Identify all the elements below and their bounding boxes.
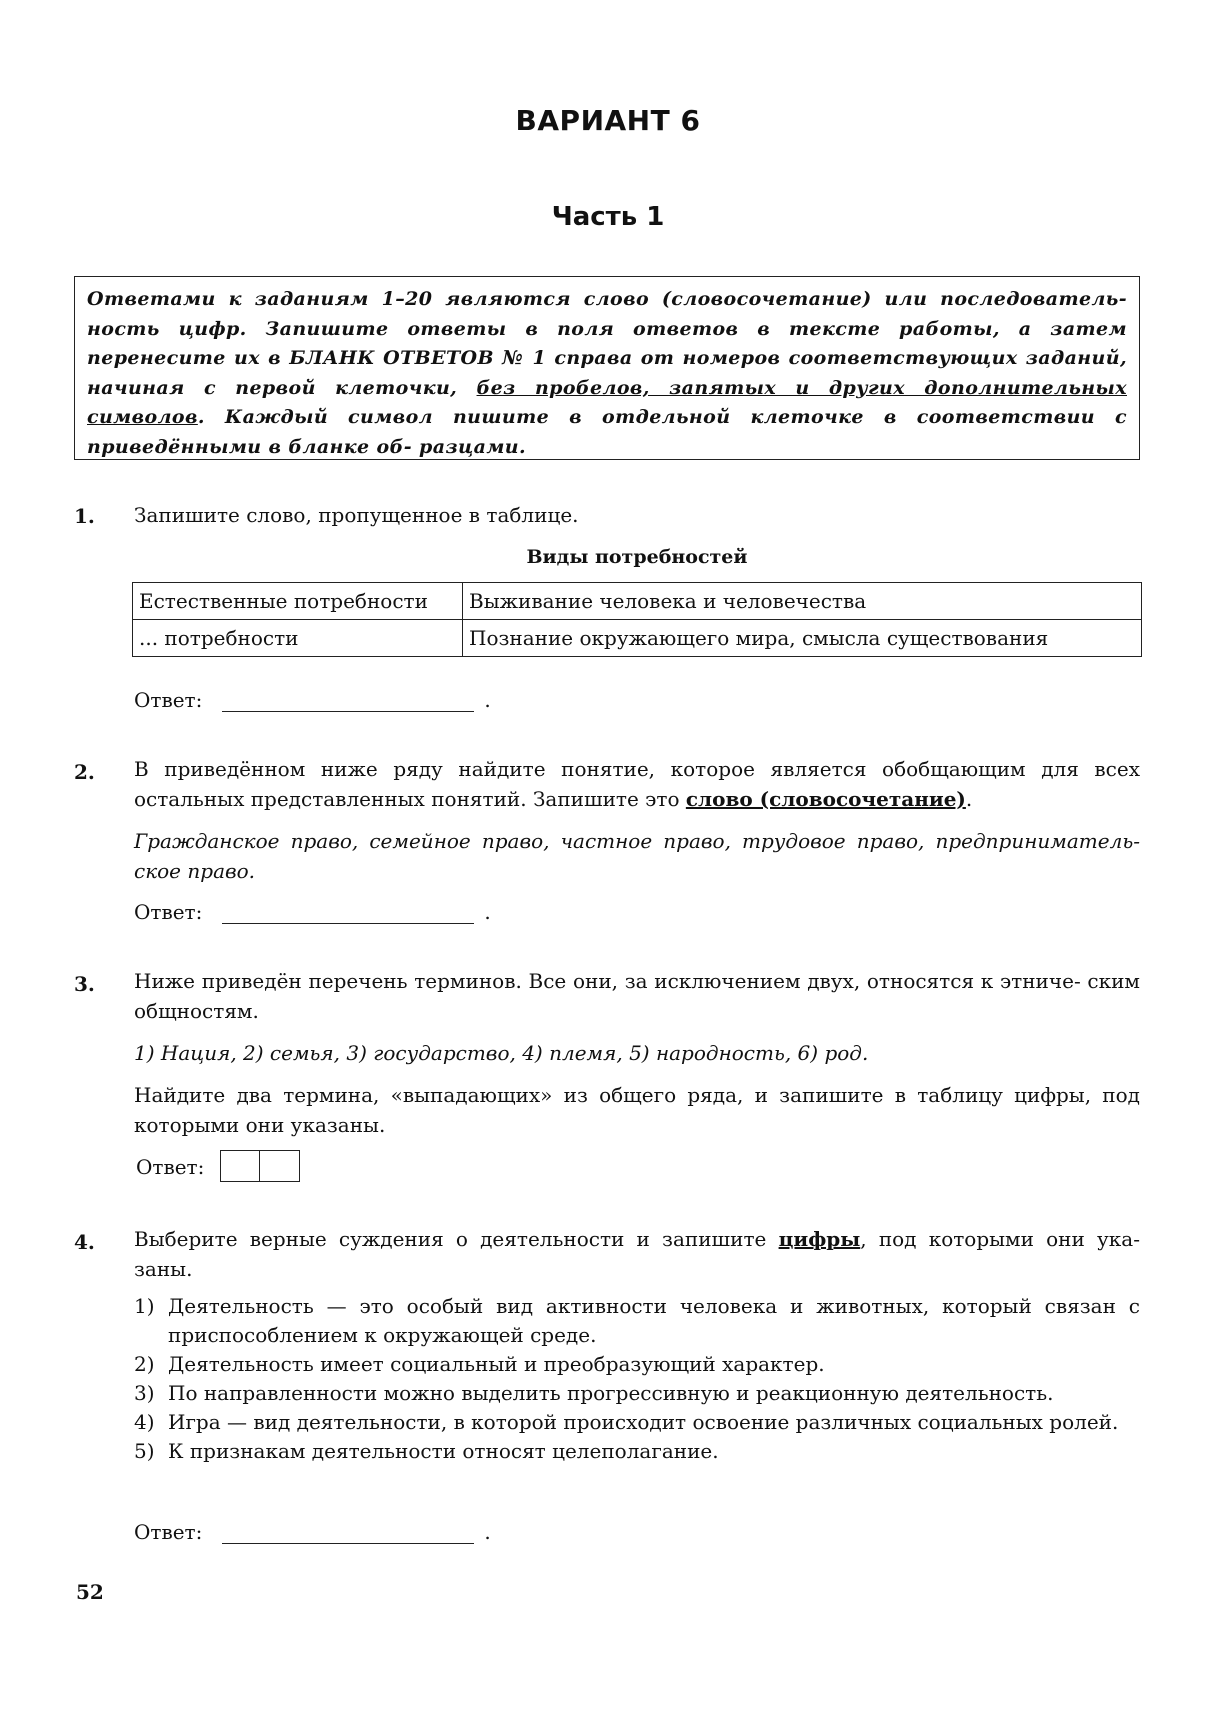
option-number: 4) <box>134 1410 155 1434</box>
question-3-text-2: Найдите два термина, «выпадающих» из общего ряда, и запишите в таблицу цифры, под которыми они указаны. <box>134 1083 1140 1137</box>
table-cell: Познание окружающего мира, смысла существования <box>463 620 1142 657</box>
answer-dot: . <box>484 900 491 924</box>
needs-table <box>132 582 1142 657</box>
question-2-text-underlined: слово (словосочетание) <box>685 787 966 811</box>
question-4-text-a: Выберите верные суждения о деятельности и запишите <box>134 1227 779 1251</box>
question-2-number: 2. <box>74 760 95 784</box>
option-text: К признакам деятельности относят целеполагание. <box>168 1439 719 1463</box>
question-3-text: Ниже приведён перечень терминов. Все они, за исключением двух, относятся к этниче- ским общностям. <box>134 969 1140 1023</box>
question-1-number: 1. <box>74 504 95 528</box>
variant-title: ВАРИАНТ 6 <box>515 104 701 137</box>
list-item <box>134 1350 1140 1379</box>
table-row <box>133 583 1142 620</box>
instructions-text-2: . Каждый символ пишите в отдельной клеточке в соответствии с приведёнными в бланке об- разцами. <box>87 406 1127 458</box>
list-item <box>134 1408 1140 1437</box>
list-item <box>134 1379 1140 1408</box>
answer-cells <box>220 1150 300 1187</box>
list-item <box>134 1292 1140 1350</box>
answer-label: Ответ: <box>134 1520 203 1544</box>
question-4-text-b: , под которыми они ука- заны. <box>134 1227 1140 1281</box>
answer-label: Ответ: <box>134 900 203 924</box>
part-title: Часть 1 <box>551 202 665 232</box>
instructions-text-1: Ответами к заданиям 1–20 являются слово (словосочетание) или последователь- ность цифр. Запишите ответы в поля ответов в тексте работы, а затем перенесите их в БЛАНК ОТВЕТОВ № 1 справа от номеров соответствующих заданий, начиная с первой клеточки, <box>87 288 1127 399</box>
question-3-list: 1) Нация, 2) семья, 3) государство, 4) племя, 5) народность, 6) род. <box>134 1041 869 1065</box>
table-cell: ... потребности <box>133 620 463 657</box>
answer-row-4 <box>134 1520 491 1544</box>
answer-input-1[interactable] <box>222 691 474 712</box>
table-cell: Выживание человека и человечества <box>463 583 1142 620</box>
answer-input-2[interactable] <box>222 903 474 924</box>
question-2-list: Гражданское право, семейное право, частное право, трудовое право, предприниматель- ское право. <box>134 829 1140 883</box>
question-2-text-a: В приведённом ниже ряду найдите понятие, которое является обобщающим для всех остальных представленных понятий. Запишите это <box>134 757 1140 811</box>
list-item <box>134 1437 1140 1466</box>
question-4-text-underlined: цифры <box>778 1227 861 1251</box>
answer-dot: . <box>484 688 491 712</box>
answer-cell-2[interactable] <box>260 1150 300 1182</box>
option-text: Игра — вид деятельности, в которой происходит освоение различных социальных ролей. <box>168 1410 1119 1434</box>
question-1-text: Запишите слово, пропущенное в таблице. <box>134 503 579 527</box>
option-text: Деятельность — это особый вид активности человека и животных, который связан с приспособлением к окружающей среде. <box>168 1294 1140 1347</box>
answer-dot: . <box>484 1520 491 1544</box>
answer-label: Ответ: <box>136 1155 205 1179</box>
instructions-box <box>74 276 1140 460</box>
answer-cell-1[interactable] <box>220 1150 260 1182</box>
option-text: Деятельность имеет социальный и преобразующий характер. <box>168 1352 825 1376</box>
option-number: 1) <box>134 1294 155 1318</box>
question-3-number: 3. <box>74 972 95 996</box>
answer-row-1 <box>134 688 491 712</box>
table-caption: Виды потребностей <box>526 546 748 568</box>
question-4-number: 4. <box>74 1230 95 1254</box>
answer-row-3 <box>136 1150 300 1187</box>
table-row <box>133 620 1142 657</box>
question-4-text <box>134 1224 1140 1284</box>
instructions-underlined: без пробелов, запятых и других дополнительных символов <box>87 376 1127 428</box>
option-text: По направленности можно выделить прогрессивную и реакционную деятельность. <box>168 1381 1054 1405</box>
page-number: 52 <box>76 1580 104 1604</box>
answer-label: Ответ: <box>134 688 203 712</box>
question-4-options <box>134 1292 1140 1466</box>
answer-input-4[interactable] <box>222 1523 474 1544</box>
option-number: 3) <box>134 1381 155 1405</box>
question-2-text <box>134 754 1140 814</box>
option-number: 5) <box>134 1439 155 1463</box>
question-2-text-b: . <box>965 787 973 811</box>
table-cell: Естественные потребности <box>133 583 463 620</box>
option-number: 2) <box>134 1352 155 1376</box>
answer-row-2 <box>134 900 491 924</box>
